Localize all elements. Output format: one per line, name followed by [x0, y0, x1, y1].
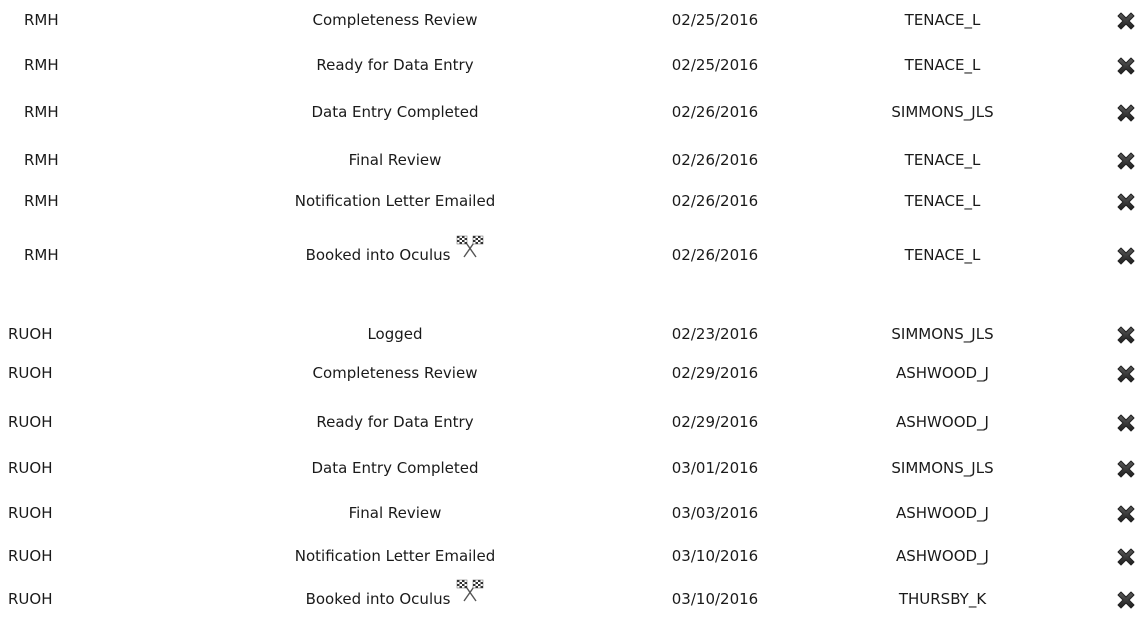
status-cell: [250, 45, 540, 85]
status-cell: [250, 181, 540, 221]
delete-cell: [1112, 579, 1147, 619]
unit-cell: RMH: [24, 11, 59, 29]
status-label: Ready for Data Entry: [316, 56, 474, 74]
history-row: [0, 579, 1147, 619]
status-cell: [250, 402, 540, 442]
date-cell: 02/29/2016: [671, 364, 759, 382]
delete-x-icon[interactable]: [1114, 587, 1138, 611]
delete-cell: [1112, 314, 1147, 354]
delete-x-icon[interactable]: [1114, 456, 1138, 480]
delete-x-icon[interactable]: [1114, 410, 1138, 434]
history-row: [0, 448, 1147, 488]
user-cell: ASHWOOD_J: [896, 504, 989, 522]
date-cell: 02/26/2016: [671, 192, 759, 210]
status-cell: [250, 0, 540, 40]
delete-x-icon[interactable]: [1114, 8, 1138, 32]
delete-cell: [1112, 45, 1147, 85]
status-cell: [250, 353, 540, 393]
unit-cell: RUOH: [8, 459, 53, 477]
history-row: [0, 402, 1147, 442]
status-label: Data Entry Completed: [311, 103, 479, 121]
date-cell: 02/25/2016: [671, 56, 759, 74]
user-cell: ASHWOOD_J: [896, 364, 989, 382]
unit-cell: RUOH: [8, 504, 53, 522]
delete-cell: [1112, 536, 1147, 576]
delete-cell: [1112, 353, 1147, 393]
delete-cell: [1112, 140, 1147, 180]
status-label: Booked into Oculus: [305, 590, 451, 608]
unit-cell: RUOH: [8, 547, 53, 565]
delete-x-icon[interactable]: [1114, 243, 1138, 267]
status-label: Logged: [367, 325, 423, 343]
status-label: Booked into Oculus: [305, 246, 451, 264]
delete-x-icon[interactable]: [1114, 501, 1138, 525]
delete-x-icon[interactable]: [1114, 322, 1138, 346]
status-cell: [250, 579, 540, 619]
history-row: [0, 536, 1147, 576]
date-cell: 02/25/2016: [671, 11, 759, 29]
status-label: Completeness Review: [312, 364, 478, 382]
history-row: [0, 181, 1147, 221]
status-label: Ready for Data Entry: [316, 413, 474, 431]
unit-cell: RUOH: [8, 590, 53, 608]
unit-cell: RMH: [24, 192, 59, 210]
date-cell: 02/29/2016: [671, 413, 759, 431]
date-cell: 02/23/2016: [671, 325, 759, 343]
status-label: Final Review: [348, 504, 442, 522]
delete-x-icon[interactable]: [1114, 148, 1138, 172]
unit-cell: RMH: [24, 103, 59, 121]
status-cell: [250, 493, 540, 533]
checkered-flags-icon: [456, 233, 484, 273]
delete-cell: [1112, 181, 1147, 221]
delete-cell: [1112, 448, 1147, 488]
history-row: [0, 493, 1147, 533]
delete-cell: [1112, 92, 1147, 132]
user-cell: TENACE_L: [904, 246, 981, 264]
user-cell: THURSBY_K: [898, 590, 987, 608]
delete-x-icon[interactable]: [1114, 189, 1138, 213]
user-cell: TENACE_L: [904, 56, 981, 74]
delete-cell: [1112, 0, 1147, 40]
user-cell: TENACE_L: [904, 151, 981, 169]
unit-cell: RUOH: [8, 413, 53, 431]
history-row: [0, 235, 1147, 275]
status-label: Notification Letter Emailed: [294, 547, 496, 565]
unit-cell: RUOH: [8, 325, 53, 343]
delete-x-icon[interactable]: [1114, 100, 1138, 124]
delete-cell: [1112, 402, 1147, 442]
delete-x-icon[interactable]: [1114, 53, 1138, 77]
date-cell: 02/26/2016: [671, 103, 759, 121]
unit-cell: RUOH: [8, 364, 53, 382]
status-cell: [250, 140, 540, 180]
date-cell: 02/26/2016: [671, 151, 759, 169]
history-row: [0, 92, 1147, 132]
checkered-flags-icon: [456, 577, 484, 617]
user-cell: TENACE_L: [904, 11, 981, 29]
date-cell: 03/01/2016: [671, 459, 759, 477]
date-cell: 03/03/2016: [671, 504, 759, 522]
unit-cell: RMH: [24, 56, 59, 74]
status-label: Completeness Review: [312, 11, 478, 29]
unit-cell: RMH: [24, 151, 59, 169]
history-row: [0, 140, 1147, 180]
status-label: Data Entry Completed: [311, 459, 479, 477]
unit-cell: RMH: [24, 246, 59, 264]
user-cell: ASHWOOD_J: [896, 547, 989, 565]
status-cell: [250, 314, 540, 354]
delete-cell: [1112, 493, 1147, 533]
status-cell: [250, 536, 540, 576]
status-cell: [250, 235, 540, 275]
date-cell: 03/10/2016: [671, 590, 759, 608]
user-cell: SIMMONS_JLS: [891, 325, 994, 343]
status-cell: [250, 448, 540, 488]
status-label: Final Review: [348, 151, 442, 169]
delete-cell: [1112, 235, 1147, 275]
history-row: [0, 45, 1147, 85]
user-cell: TENACE_L: [904, 192, 981, 210]
status-cell: [250, 92, 540, 132]
user-cell: SIMMONS_JLS: [891, 103, 994, 121]
user-cell: SIMMONS_JLS: [891, 459, 994, 477]
delete-x-icon[interactable]: [1114, 544, 1138, 568]
user-cell: ASHWOOD_J: [896, 413, 989, 431]
delete-x-icon[interactable]: [1114, 361, 1138, 385]
history-row: [0, 0, 1147, 40]
history-row: [0, 314, 1147, 354]
date-cell: 02/26/2016: [671, 246, 759, 264]
history-row: [0, 353, 1147, 393]
date-cell: 03/10/2016: [671, 547, 759, 565]
status-label: Notification Letter Emailed: [294, 192, 496, 210]
